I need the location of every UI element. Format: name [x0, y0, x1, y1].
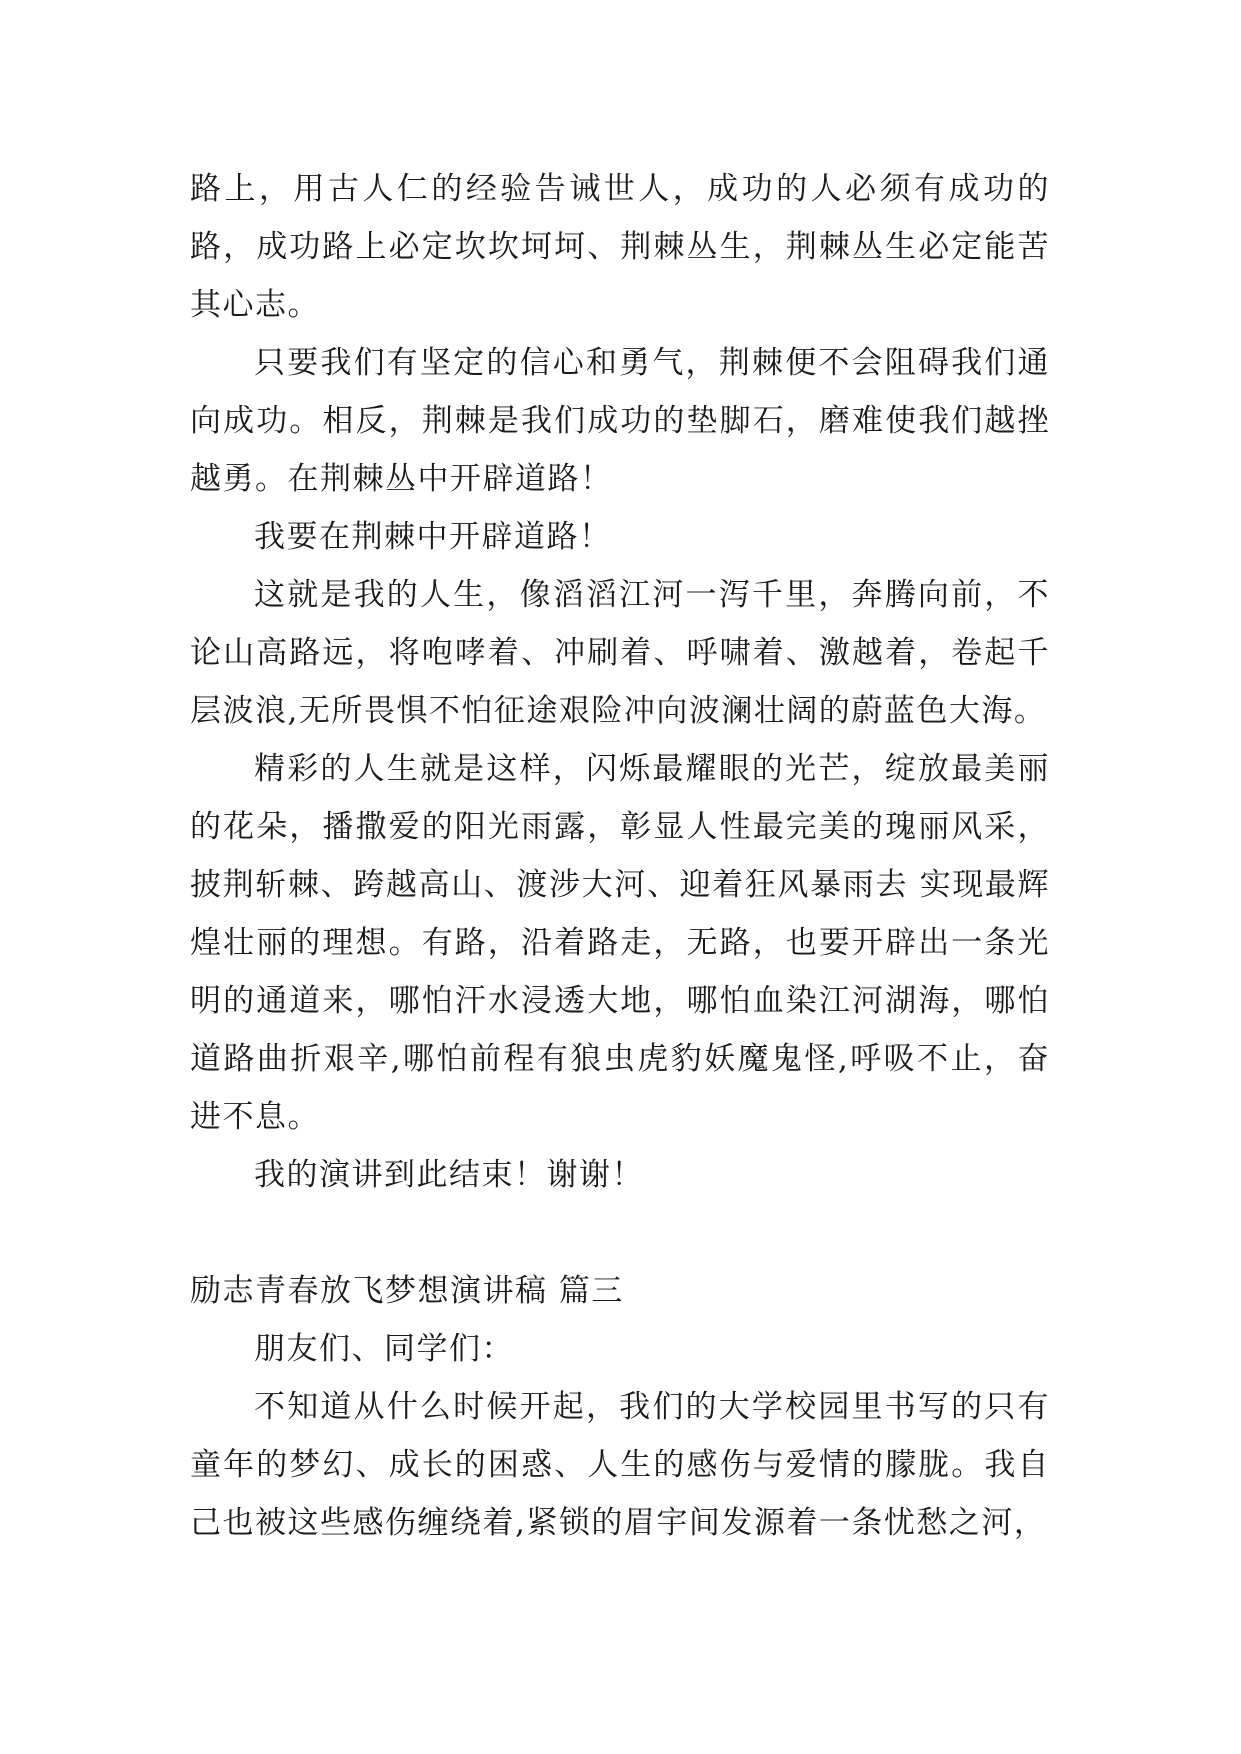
paragraph: 我要在荆棘中开辟道路！ — [254, 519, 612, 555]
paragraph: 只要我们有坚定的信心和勇气，荆棘便不会阻碍我们通向成功。相反，荆棘是我们成功的垫脚石，磨难使我们越挫越勇。在荆棘丛中开辟道路！ — [190, 345, 1050, 497]
section-heading: 励志青春放飞梦想演讲稿 篇三 — [190, 1273, 624, 1309]
paragraph: 不知道从什么时候开起，我们的大学校园里书写的只有童年的梦幻、成长的困惑、人生的感伤与爱情的朦胧。我自己也被这些感伤缠绕着,紧锁的眉宇间发源着一条忧愁之河， — [190, 1389, 1050, 1541]
document-body — [190, 160, 1050, 1552]
paragraph: 朋友们、同学们： — [254, 1331, 514, 1367]
paragraph: 精彩的人生就是这样，闪烁最耀眼的光芒，绽放最美丽的花朵，播撒爱的阳光雨露，彰显人性最完美的瑰丽风采，披荆斩棘、跨越高山、渡涉大河、迎着狂风暴雨去 实现最辉煌壮丽的理想。有路，沿着路走，无路，也要开辟出一条光明的通道来，哪怕汗水浸透大地，哪怕血染江河湖海，哪怕道路曲折艰辛,哪怕前程有狼虫虎豹妖魔鬼怪,呼吸不止，奋进不息。 — [190, 751, 1050, 1135]
paragraph: 我的演讲到此结束！谢谢！ — [254, 1157, 644, 1193]
paragraph: 这就是我的人生，像滔滔江河一泻千里，奔腾向前，不论山高路远，将咆哮着、冲刷着、呼啸着、激越着，卷起千层波浪,无所畏惧不怕征途艰险冲向波澜壮阔的蔚蓝色大海。 — [190, 577, 1050, 729]
paragraph: 路上，用古人仁的经验告诫世人，成功的人必须有成功的路，成功路上必定坎坎坷坷、荆棘丛生，荆棘丛生必定能苦其心志。 — [190, 171, 1050, 323]
